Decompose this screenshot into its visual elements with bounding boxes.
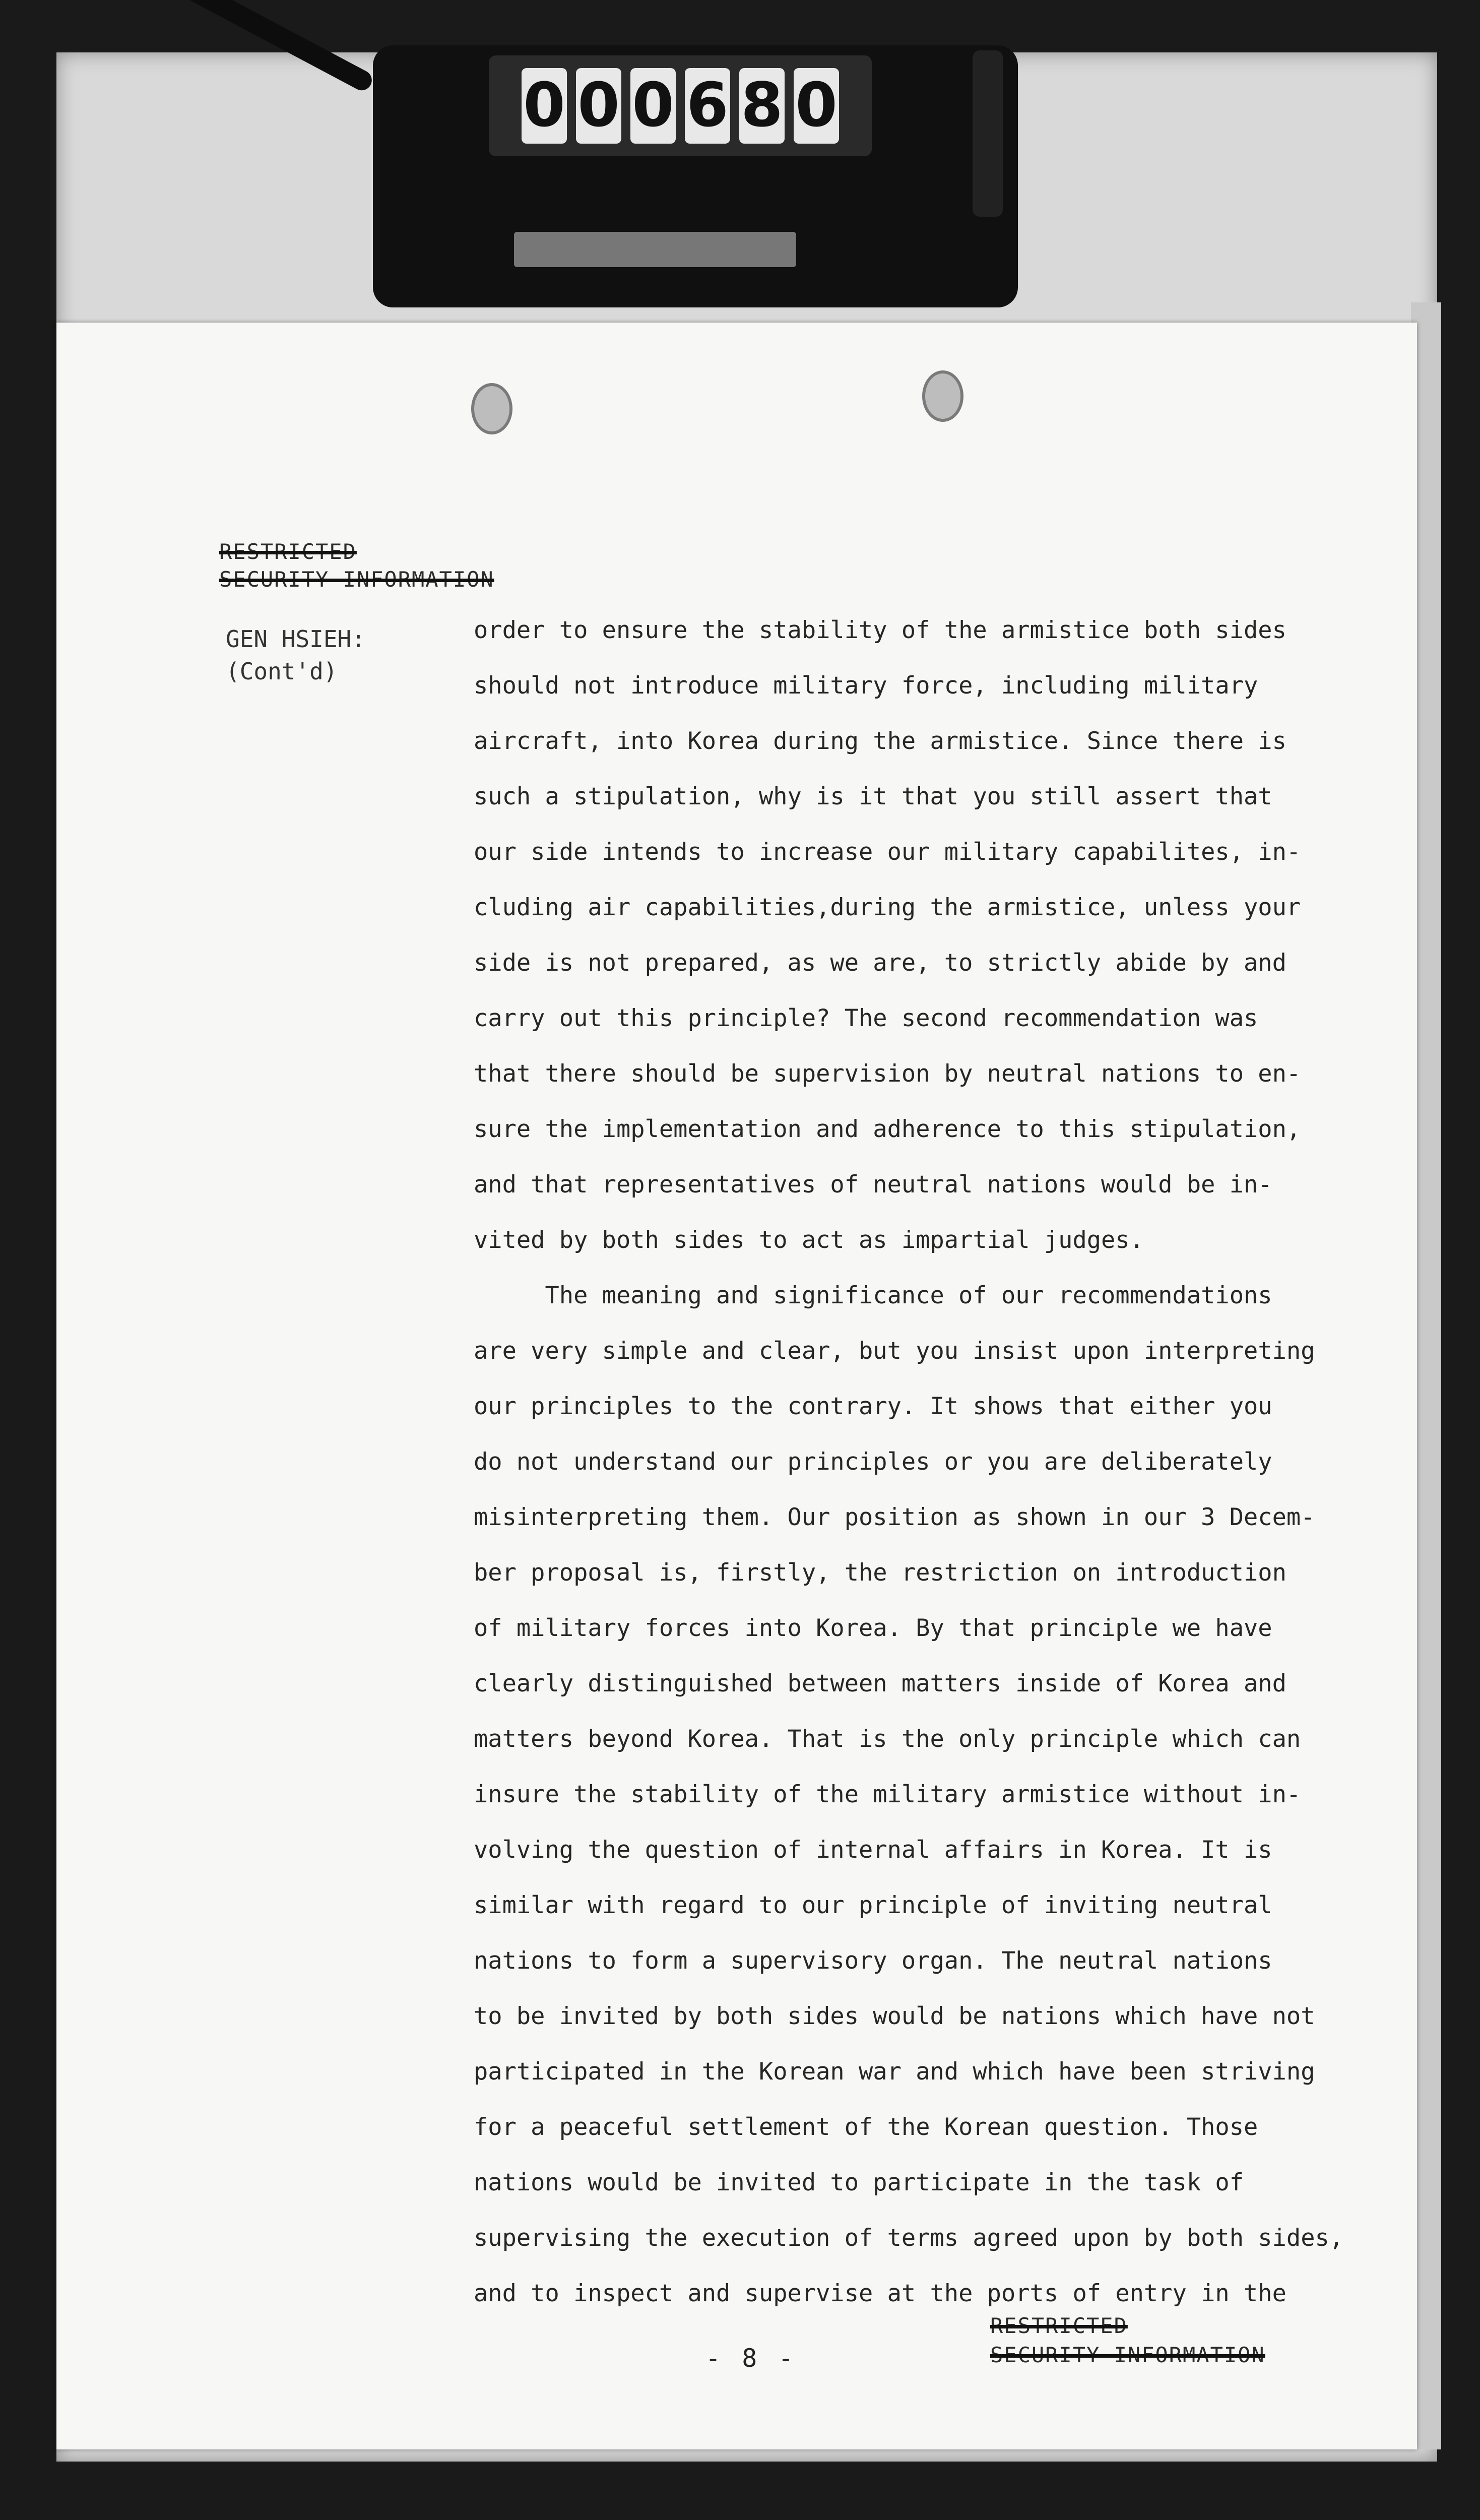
body-line: that there should be supervision by neutral nations to en- (474, 1060, 1301, 1088)
body-line: of military forces into Korea. By that principle we have (474, 1614, 1272, 1642)
speaker-name: GEN HSIEH: (226, 625, 365, 653)
body-line: to be invited by both sides would be nations which have not (474, 2002, 1315, 2030)
footer-marking-line1: RESTRICTED (990, 2313, 1128, 2338)
body-line: nations to form a supervisory organ. The neutral nations (474, 1947, 1272, 1975)
body-line: vited by both sides to act as impartial judges. (474, 1226, 1144, 1254)
body-line: side is not prepared, as we are, to strictly abide by and (474, 949, 1286, 977)
body-line: do not understand our principles or you are deliberately (474, 1448, 1272, 1476)
body-line: for a peaceful settlement of the Korean question. Those (474, 2113, 1258, 2141)
counter-digit: 0 (794, 68, 839, 144)
body-line: and to inspect and supervise at the ports of entry in the (474, 2280, 1286, 2307)
body-line: sure the implementation and adherence to this stipulation, (474, 1115, 1301, 1143)
counter-digit: 8 (739, 68, 785, 144)
body-line: our principles to the contrary. It shows that either you (474, 1393, 1272, 1420)
counter-nameplate (514, 232, 796, 267)
counter-digit: 6 (685, 68, 730, 144)
body-line: similar with regard to our principle of inviting neutral (474, 1892, 1272, 1919)
body-line: cluding air capabilities,during the armistice, unless your (474, 894, 1301, 921)
body-line: volving the question of internal affairs in Korea. It is (474, 1836, 1272, 1864)
counter-digit: 0 (576, 68, 621, 144)
body-line: participated in the Korean war and which have been striving (474, 2058, 1315, 2086)
body-line: should not introduce military force, including military (474, 672, 1258, 700)
body-line: and that representatives of neutral nations would be in- (474, 1171, 1272, 1199)
document-body (474, 603, 1356, 2321)
body-line: carry out this principle? The second recommendation was (474, 1004, 1258, 1032)
frame-counter-device (373, 45, 1018, 307)
counter-digit: 0 (522, 68, 567, 144)
speaker-label (226, 623, 365, 687)
body-line: matters beyond Korea. That is the only principle which can (474, 1725, 1301, 1753)
header-marking-line1: RESTRICTED (219, 539, 357, 564)
body-line: are very simple and clear, but you insist upon interpreting (474, 1337, 1315, 1365)
counter-digit: 0 (630, 68, 676, 144)
body-line: ber proposal is, firstly, the restriction on introduction (474, 1559, 1286, 1587)
body-line: order to ensure the stability of the armistice both sides (474, 616, 1286, 644)
punch-hole-right (922, 370, 963, 422)
page-number: - 8 - (705, 2344, 797, 2373)
body-line: our side intends to increase our military capabilites, in- (474, 838, 1301, 866)
body-line: nations would be invited to participate in the task of (474, 2169, 1244, 2196)
body-line: clearly distinguished between matters inside of Korea and (474, 1670, 1286, 1697)
punch-hole-left (471, 383, 512, 434)
body-line: such a stipulation, why is it that you still assert that (474, 783, 1272, 810)
body-line: The meaning and significance of our recommendations (474, 1282, 1272, 1309)
counter-knob (973, 50, 1003, 217)
footer-marking-line2: SECURITY INFORMATION (990, 2343, 1265, 2367)
header-marking-line2: SECURITY INFORMATION (219, 567, 494, 592)
body-line: supervising the execution of terms agreed upon by both sides, (474, 2224, 1344, 2252)
speaker-continued: (Cont'd) (226, 658, 338, 685)
body-line: insure the stability of the military armistice without in- (474, 1781, 1301, 1808)
body-line: misinterpreting them. Our position as shown in our 3 Decem- (474, 1503, 1315, 1531)
counter-display (489, 55, 872, 156)
body-line: aircraft, into Korea during the armistice. Since there is (474, 727, 1286, 755)
